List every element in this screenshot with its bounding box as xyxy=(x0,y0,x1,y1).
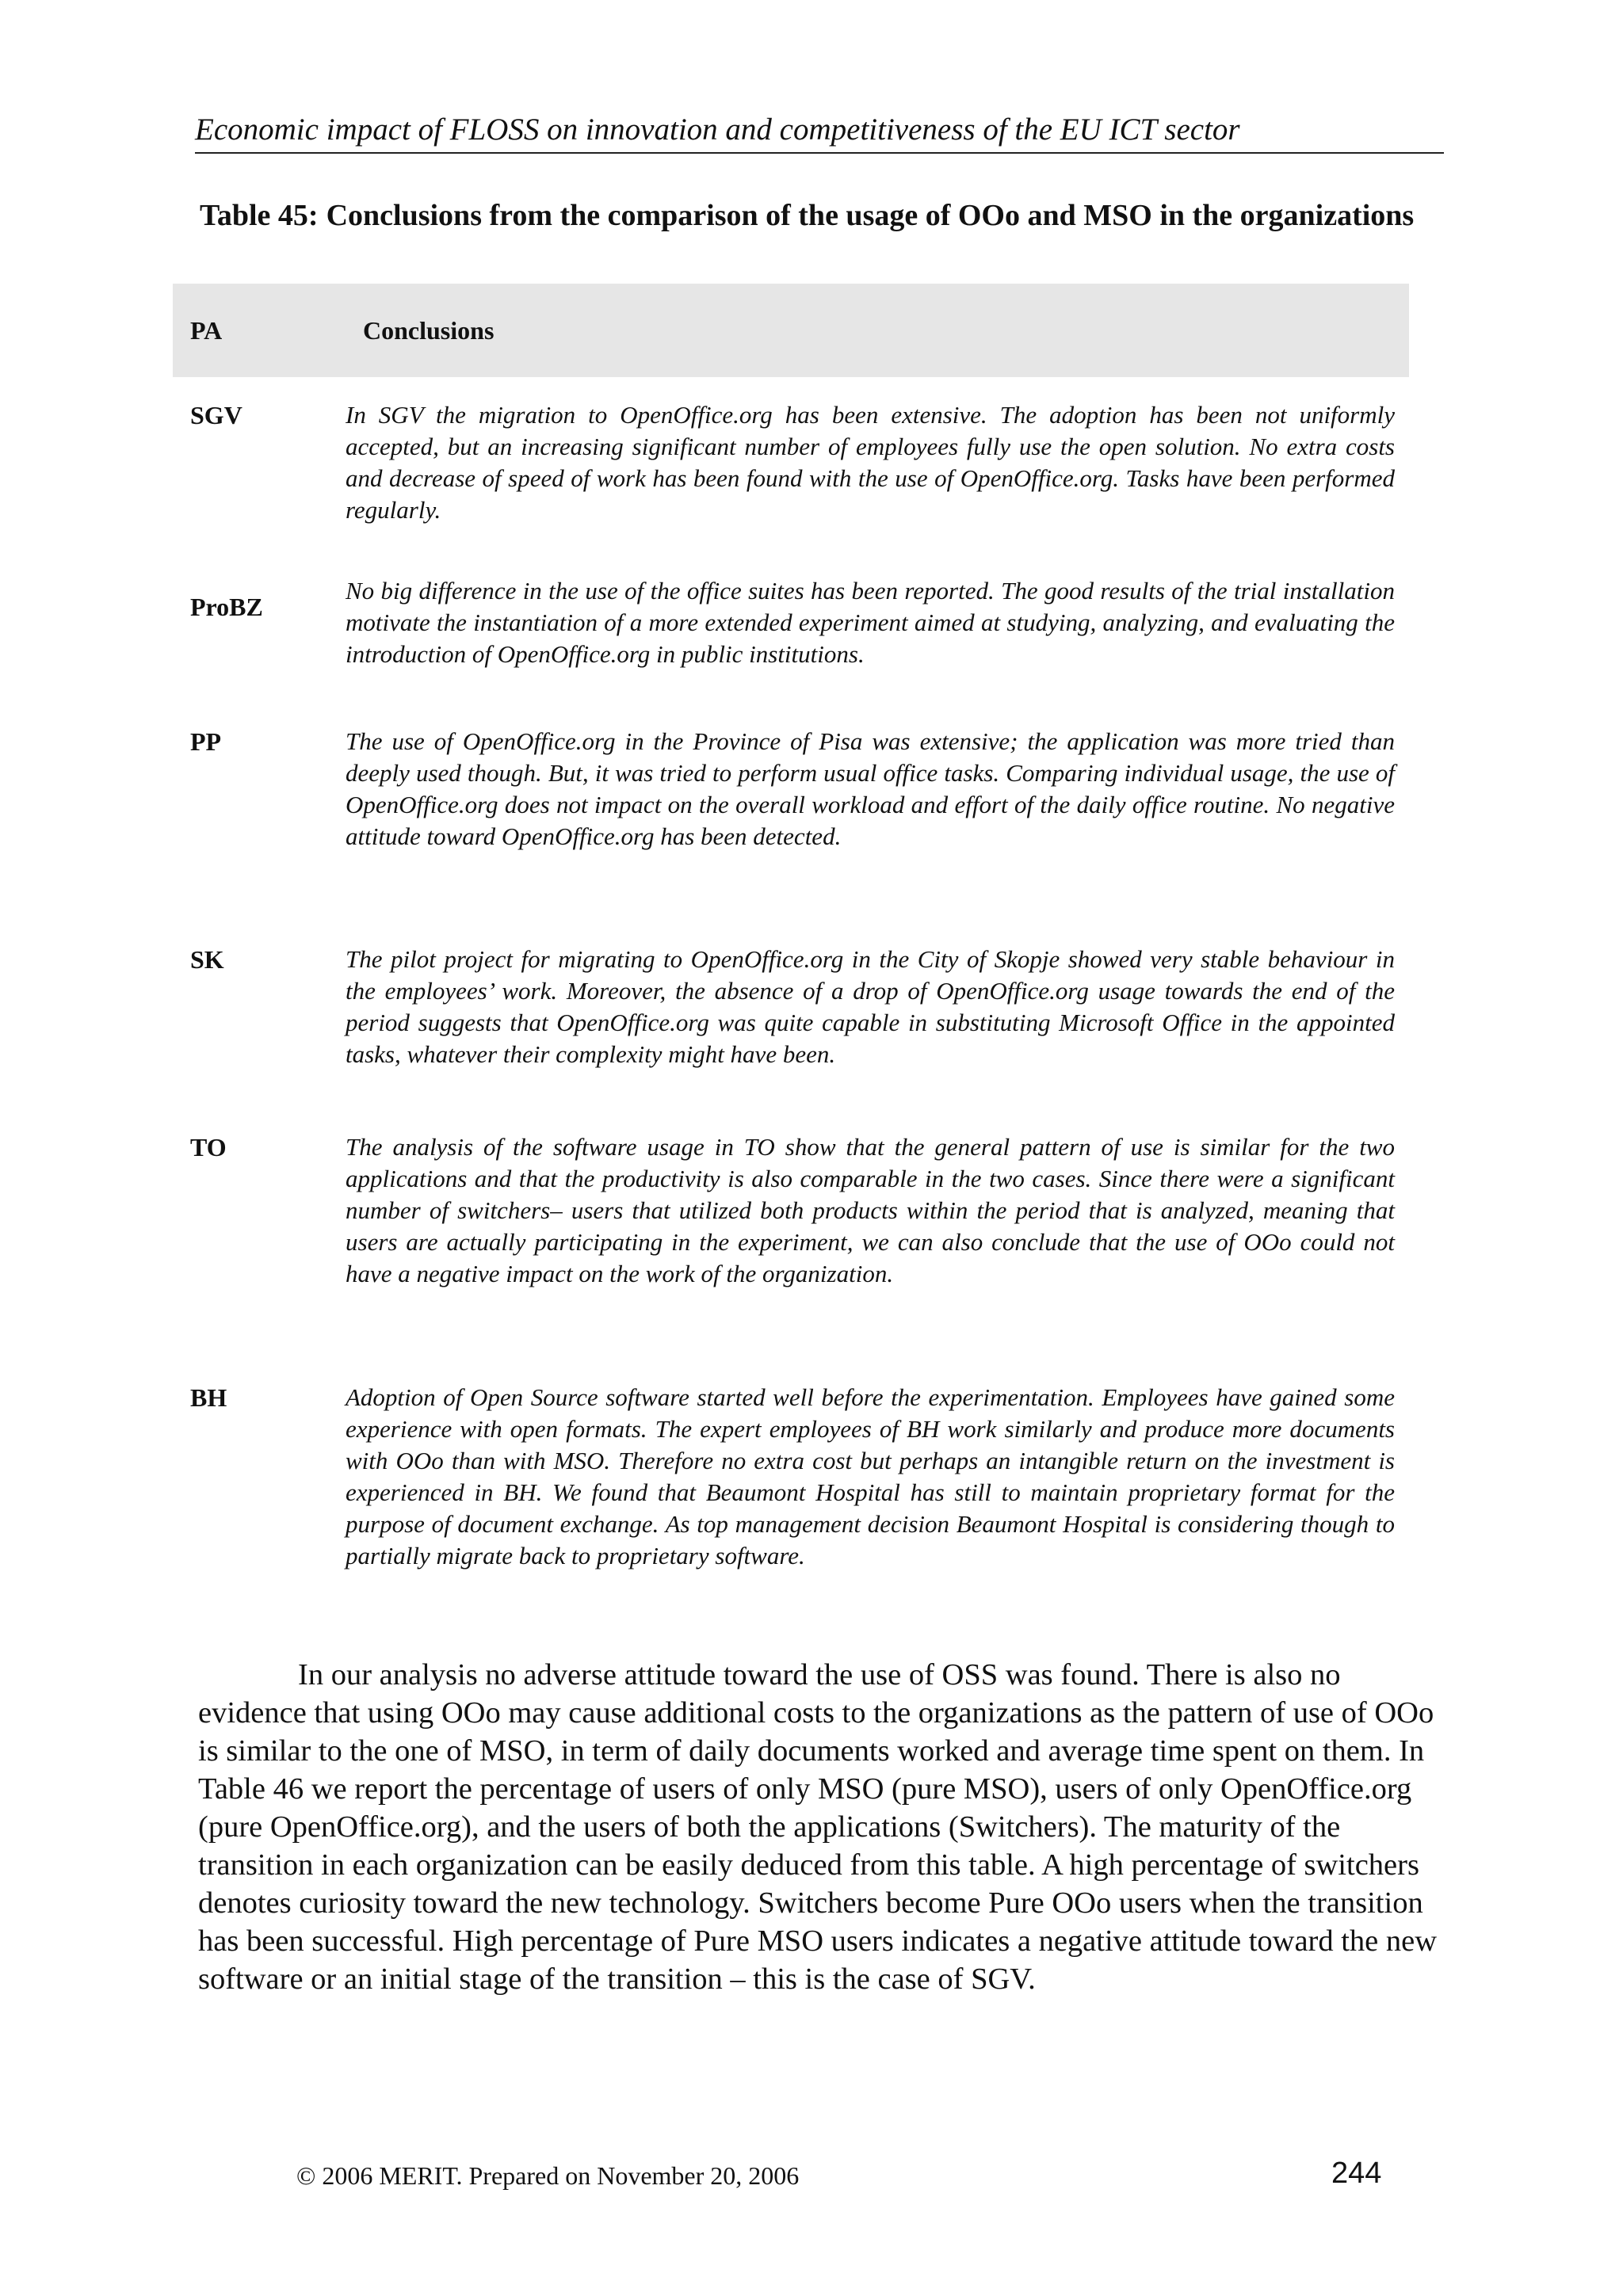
table-row xyxy=(173,944,1409,1131)
column-header-conclusions: Conclusions xyxy=(363,315,495,345)
table-row xyxy=(173,1131,1409,1382)
row-conclusion: The pilot project for migrating to OpenOffice.org in the City of Skopje showed very stable behaviour in the employees’ work. Moreover, the absence of a drop of OpenOffice.org usage towards the end of the period suggests that OpenOffice.org was quite capable in substituting Microsoft Office in the appointed tasks, whatever their complexity might have been. xyxy=(346,945,1395,1068)
row-pa: SK xyxy=(190,945,224,974)
table-row xyxy=(173,377,1409,575)
table-caption-text: Conclusions from the comparison of the usage of OOo and MSO in the organizations xyxy=(326,199,1415,232)
row-pa: SGV xyxy=(190,401,242,429)
row-conclusion: The use of OpenOffice.org in the Province of Pisa was extensive; the application was more tried than deeply used though. But, it was tried to perform usual office tasks. Comparing individual usage, the use of OpenOffice.org does not impact on the overall workload and effort of the daily office routine. No negative attitude toward OpenOffice.org has been detected. xyxy=(346,727,1395,850)
page-footer xyxy=(0,2155,1623,2195)
running-header-title: Economic impact of FLOSS on innovation and competitiveness of the EU ICT sector xyxy=(195,113,1240,147)
running-header xyxy=(195,111,1444,154)
column-header-pa: PA xyxy=(190,315,223,345)
body-paragraph: In our analysis no adverse attitude toward the use of OSS was found. There is also no evidence that using OOo may cause additional costs to the organizations as the pattern of use of OOo is similar to the one of MSO, in term of daily documents worked and average time spent on them. In Table 46 we report the percentage of users of only MSO (pure MSO), users of only OpenOffice.org (pure OpenOffice.org), and the users of both the applications (Switchers). The maturity of the transition in each organization can be easily deduced from this table. A high percentage of switchers denotes curiosity toward the new technology. Switchers become Pure OOo users when the transition has been successful. High percentage of Pure MSO users indicates a negative attitude toward the new software or an initial stage of the transition – this is the case of SGV. xyxy=(198,1658,1438,1996)
row-conclusion: No big difference in the use of the office suites has been reported. The good results of the trial installation motivate the instantiation of a more extended experiment aimed at studying, analyzing, and evaluating the introduction of OpenOffice.org in public institutions. xyxy=(346,577,1395,668)
row-conclusion: The analysis of the software usage in TO show that the general pattern of use is similar for the two applications and that the productivity is also comparable in the two cases. Since there were a significant number of switchers– users that utilized both products within the period that is analyzed, meaning that users are actually participating in the experiment, we can also conclude that the use of OOo could not have a negative impact on the work of the organization. xyxy=(346,1133,1395,1287)
conclusions-table xyxy=(173,284,1409,1611)
row-conclusion: Adoption of Open Source software started well before the experimentation. Employees have gained some experience with open formats. The expert employees of BH work similarly and produce more documents with OOo than with MSO. Therefore no extra cost but perhaps an intangible return on the investment is experienced in BH. We found that Beaumont Hospital has still to maintain proprietary format for the purpose of document exchange. As top management decision Beaumont Hospital is considering though to partially migrate back to proprietary software. xyxy=(346,1383,1395,1569)
page-number: 244 xyxy=(1331,2157,1382,2190)
table-row xyxy=(173,575,1409,726)
row-pa: PP xyxy=(190,727,222,756)
row-conclusion: In SGV the migration to OpenOffice.org has been extensive. The adoption has been not uniformly accepted, but an increasing significant number of employees fully use the open solution. No extra costs and decrease of speed of work has been found with the use of OpenOffice.org. Tasks have been performed regularly. xyxy=(346,401,1395,524)
footer-copyright: © 2006 MERIT. Prepared on November 20, 2006 xyxy=(296,2161,800,2190)
table-row xyxy=(173,726,1409,944)
table-caption-label: Table 45: xyxy=(200,199,319,232)
table-caption xyxy=(200,196,1436,235)
row-pa: ProBZ xyxy=(190,593,263,621)
table-row xyxy=(173,1382,1409,1611)
row-pa: BH xyxy=(190,1383,227,1412)
table-header-row xyxy=(173,284,1409,377)
row-pa: TO xyxy=(190,1133,227,1161)
